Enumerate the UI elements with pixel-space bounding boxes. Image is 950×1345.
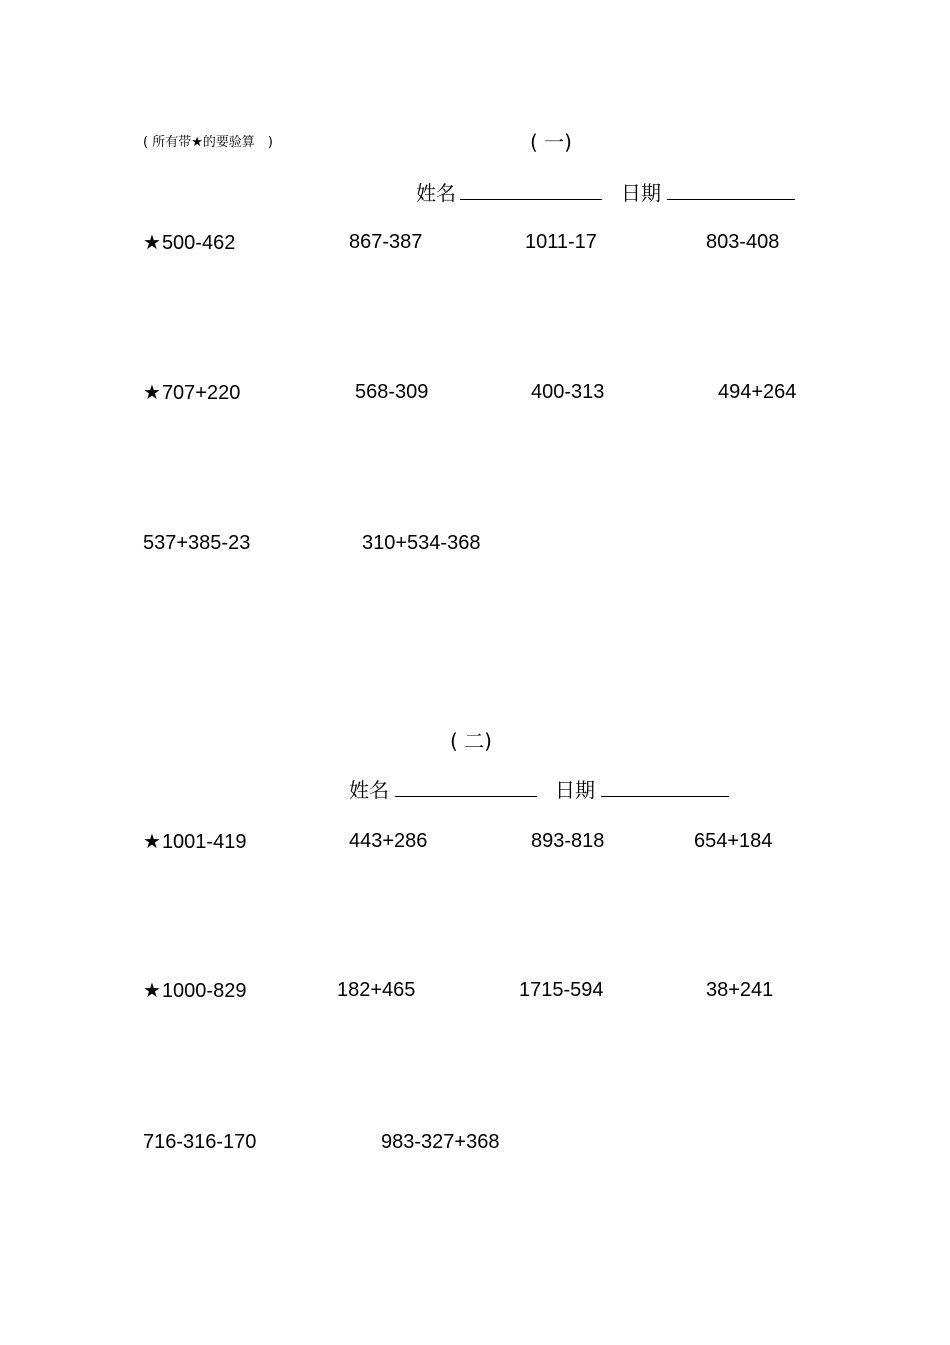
problem <box>531 382 604 402</box>
problem-expression: 400-313 <box>531 381 605 403</box>
problem <box>718 382 796 402</box>
problem-expression: 494+264 <box>718 381 797 403</box>
problem <box>519 980 604 1000</box>
problem <box>381 1132 499 1152</box>
problem-expression: 1011-17 <box>525 231 597 253</box>
problem-expression: 654+184 <box>694 830 773 852</box>
section-2-name-field <box>349 779 537 800</box>
problem <box>143 980 246 1001</box>
problem-expression: 310+534-368 <box>362 532 481 554</box>
problem <box>143 831 246 852</box>
problem-expression: 716-316-170 <box>143 1131 257 1153</box>
problem <box>706 980 773 1000</box>
date-blank[interactable] <box>667 182 795 200</box>
problem <box>349 232 422 252</box>
name-blank[interactable] <box>395 779 537 797</box>
name-label: 姓名 <box>416 181 456 205</box>
problem-expression: 38+241 <box>706 979 774 1001</box>
problem-expression: 1715-594 <box>519 979 604 1001</box>
star-icon: ★ <box>143 829 161 853</box>
date-label: 日期 <box>555 778 595 802</box>
problem-expression: 893-818 <box>531 830 605 852</box>
star-icon: ★ <box>143 380 161 404</box>
problem-expression: 182+465 <box>337 979 416 1001</box>
section-1-title: ( 一) <box>530 130 572 154</box>
problem <box>525 232 597 252</box>
problem-expression: 500-462 <box>161 232 236 254</box>
problem-expression: 867-387 <box>349 231 423 253</box>
date-label: 日期 <box>621 181 661 205</box>
problem-expression: 443+286 <box>349 830 428 852</box>
star-icon: ★ <box>143 978 161 1002</box>
verification-note: ( 所有带★的要验算 ) <box>143 135 273 150</box>
name-label: 姓名 <box>349 778 389 802</box>
problem-expression: 707+220 <box>161 382 241 404</box>
section-2-title: ( 二) <box>450 729 492 753</box>
problem <box>362 533 480 553</box>
problem-expression: 1000-829 <box>161 980 247 1002</box>
problem-expression: 983-327+368 <box>381 1131 500 1153</box>
star-icon: ★ <box>143 230 161 254</box>
problem-expression: 568-309 <box>355 381 429 403</box>
problem-expression: 537+385-23 <box>143 532 251 554</box>
problem <box>531 831 604 851</box>
date-blank[interactable] <box>601 779 729 797</box>
problem <box>694 831 772 851</box>
section-1-name-field <box>416 182 602 203</box>
section-1-date-field <box>621 182 795 203</box>
problem <box>143 1132 256 1152</box>
problem <box>337 980 415 1000</box>
problem <box>143 382 240 403</box>
section-2-date-field <box>555 779 729 800</box>
problem <box>355 382 428 402</box>
name-blank[interactable] <box>460 182 602 200</box>
problem-expression: 1001-419 <box>161 831 247 853</box>
problem <box>143 533 250 553</box>
problem <box>143 232 235 253</box>
problem-expression: 803-408 <box>706 231 780 253</box>
problem <box>706 232 779 252</box>
problem <box>349 831 427 851</box>
